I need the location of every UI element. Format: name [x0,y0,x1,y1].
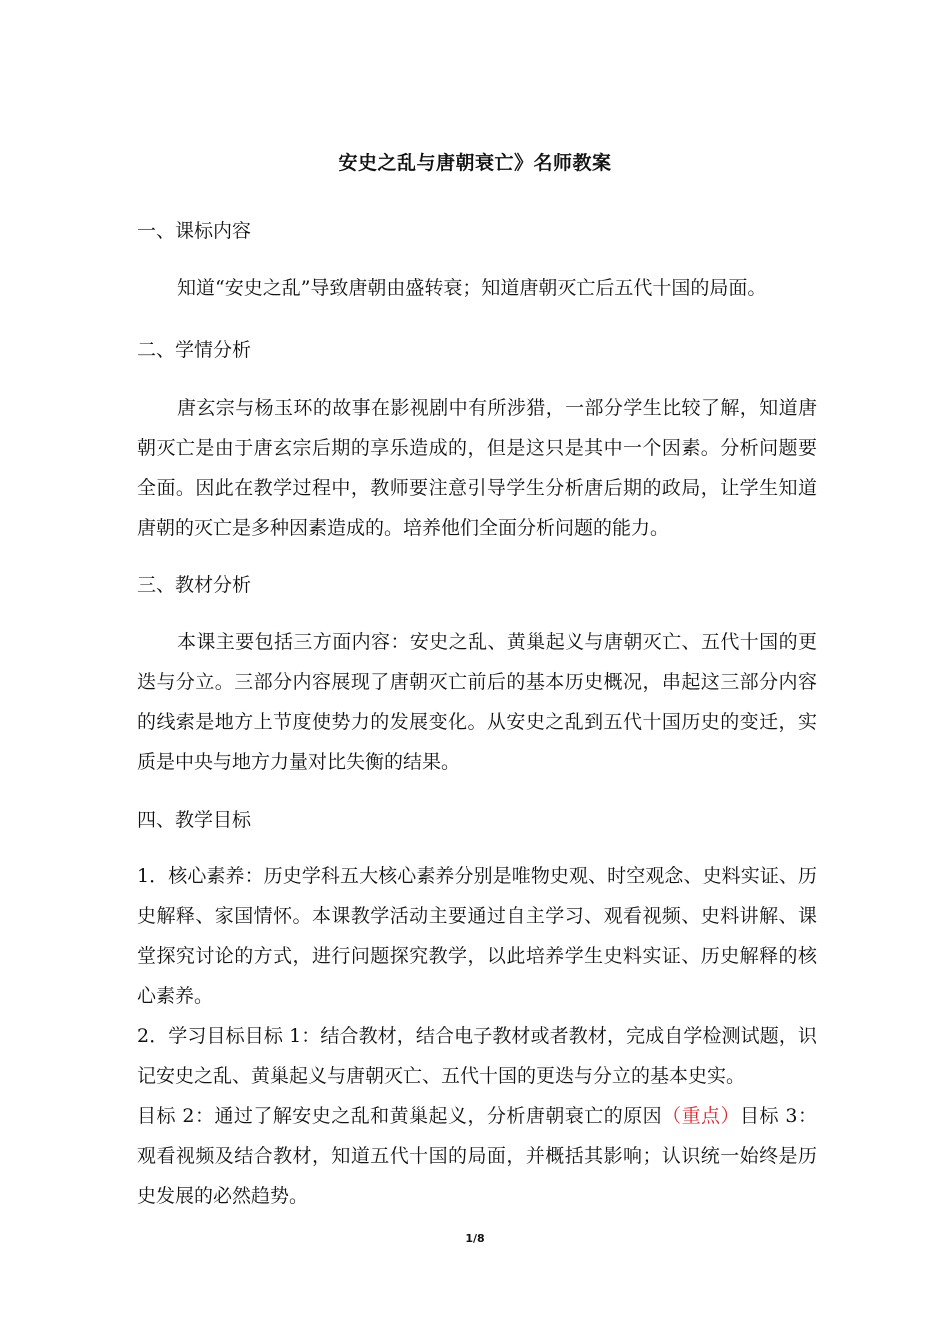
section-heading-curriculum: 一、课标内容 [137,220,252,242]
section-heading-student-analysis: 二、学情分析 [137,339,252,361]
section-heading-teaching-goals: 四、教学目标 [137,809,252,831]
goal-item-core-literacy: 1．核心素养：历史学科五大核心素养分别是唯物史观、时空观念、史料实证、历史解释、家国情怀。本课教学活动主要通过自主学习、观看视频、史料讲解、课堂探究讨论的方式，进行问题探究教学，以此培养学生史料实证、历史解释的核心素养。 [137,865,817,1007]
goal-2-text: 目标 2：通过了解安史之乱和黄巢起义，分析唐朝衰亡的原因 [137,1105,663,1127]
page-number: 1/8 [465,1232,485,1245]
section-text-student-analysis: 唐玄宗与杨玉环的故事在影视剧中有所涉猎，一部分学生比较了解，知道唐朝灭亡是由于唐玄宗后期的享乐造成的，但是这只是其中一个因素。分析问题要全面。因此在教学过程中，教师要注意引导学生分析唐后期的政局，让学生知道唐朝的灭亡是多种因素造成的。培养他们全面分析问题的能力。 [137,397,817,539]
document-title: 安史之乱与唐朝衰亡》名师教案 [338,152,612,174]
section-text-textbook-analysis: 本课主要包括三方面内容：安史之乱、黄巢起义与唐朝灭亡、五代十国的更迭与分立。三部分内容展现了唐朝灭亡前后的基本历史概况，串起这三部分内容的线索是地方上节度使势力的发展变化。从安史之乱到五代十国历史的变迁，实质是中央与地方力量对比失衡的结果。 [137,631,817,773]
section-heading-textbook-analysis: 三、教材分析 [137,574,252,596]
goal-3-text: 目标 3：观看视频及结合教材，知道五代十国的局面，并概括其影响；认识统一始终是历史发展的必然趋势。 [137,1105,817,1207]
key-point-highlight: （重点） [662,1105,740,1127]
goal-item-learning-goal-2-3 [137,1096,817,1216]
goal-item-learning-goal-1: 2．学习目标目标 1：结合教材，结合电子教材或者教材，完成自学检测试题，识记安史之乱、黄巢起义与唐朝灭亡、五代十国的更迭与分立的基本史实。 [137,1025,817,1087]
section-text-curriculum: 知道“安史之乱”导致唐朝由盛转衰；知道唐朝灭亡后五代十国的局面。 [177,277,767,299]
